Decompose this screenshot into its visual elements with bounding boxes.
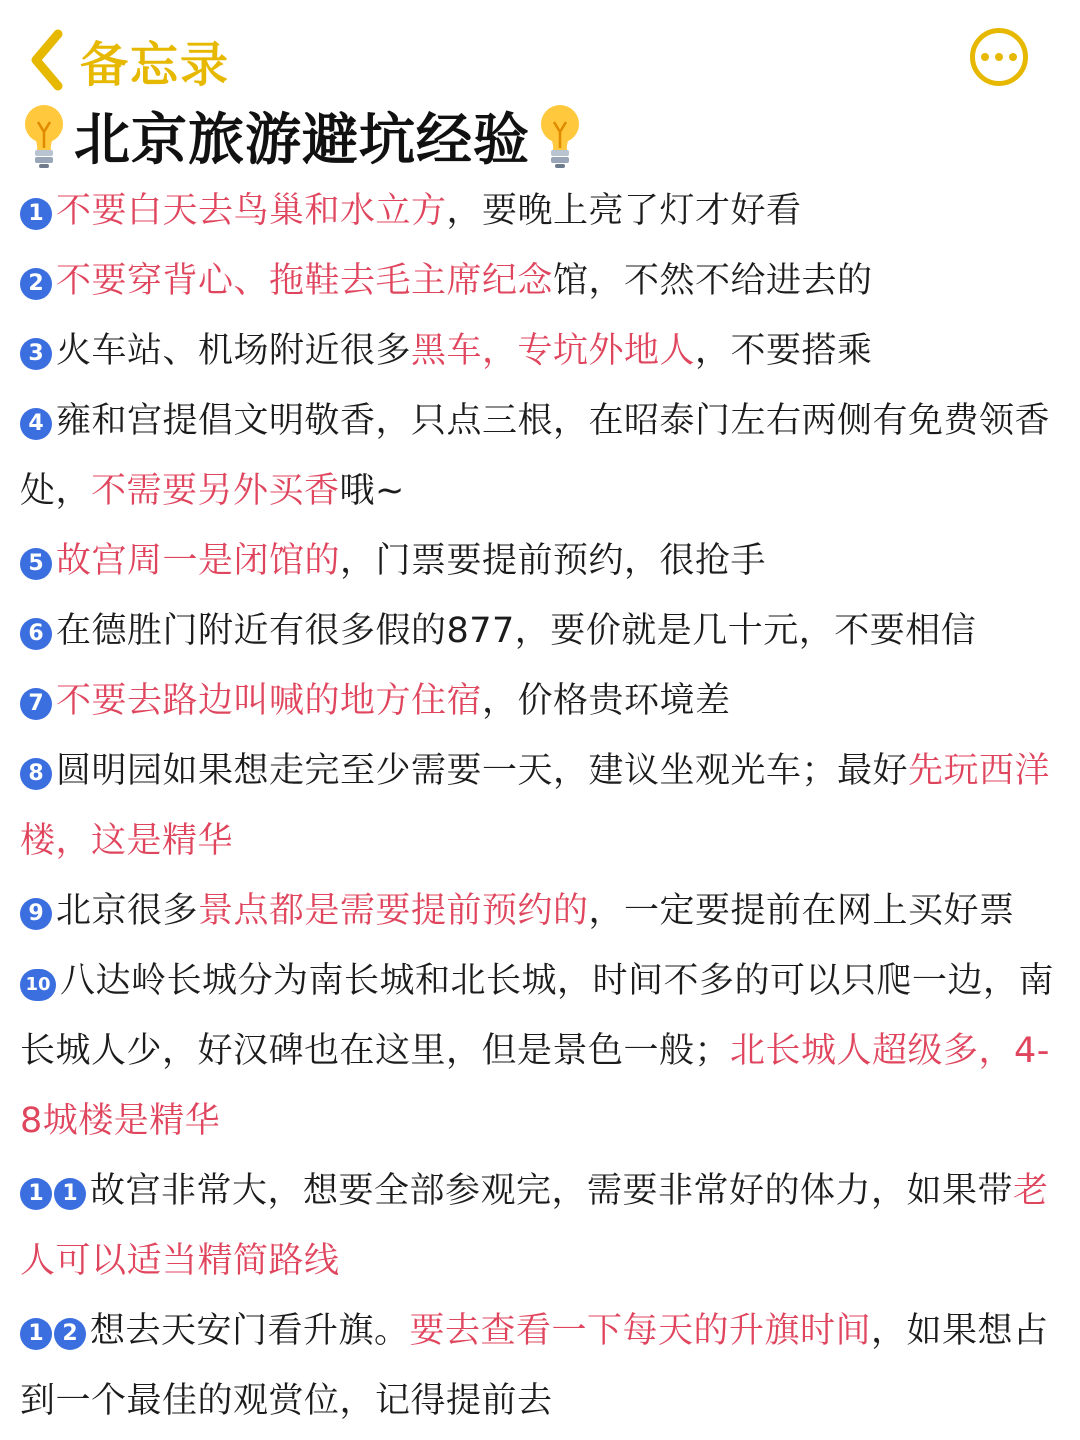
list-item: [20, 1296, 1060, 1436]
body-text: 故宫非常大，想要全部参观完，需要非常好的体力，如果带: [90, 1171, 1014, 1211]
list-item: [20, 666, 1060, 736]
number-badge-icon: 7: [20, 688, 52, 720]
ellipsis-dot-icon: [995, 53, 1003, 61]
list-item: [20, 946, 1060, 1156]
number-badge-icon: 6: [20, 618, 52, 650]
number-badge-icon: 1: [20, 1178, 52, 1210]
ellipsis-dot-icon: [981, 53, 989, 61]
lightbulb-icon: [20, 102, 68, 170]
body-text: 雍和宫提倡文明敬香，只点三根，在昭泰门左右两侧有免费领香处，: [20, 401, 1051, 511]
body-text: ，一定要提前在网上买好票: [588, 891, 1015, 931]
number-badge-icon: 1: [54, 1178, 86, 1210]
highlight-text: 不要穿背心、拖鞋去毛主席纪念: [56, 261, 554, 301]
body-text: ，如果想占到一个最佳的观赏位，记得提前去: [20, 1311, 1049, 1421]
highlight-text: 先玩西洋楼，这是精华: [20, 751, 1051, 861]
list-item: [20, 386, 1060, 526]
page-title-row: [20, 96, 584, 176]
body-text: ，门票要提前预约，很抢手: [340, 541, 767, 581]
highlight-text: 不要白天去鸟巢和水立方: [56, 191, 447, 231]
highlight-text: 故宫周一是闭馆的: [56, 541, 341, 581]
number-badge-icon: 1: [20, 198, 52, 230]
lightbulb-icon: [536, 102, 584, 170]
number-badge-icon: 9: [20, 898, 52, 930]
back-label: 备忘录: [80, 36, 231, 93]
highlight-text: 景点都是需要提前预约的: [198, 891, 589, 931]
highlight-text: 不要去路边叫喊的地方住宿: [56, 681, 483, 721]
body-text: 北京很多: [56, 891, 199, 931]
list-item: [20, 316, 1060, 386]
tips-list: [20, 176, 1060, 1436]
number-badge-icon: 3: [20, 338, 52, 370]
number-badge-icon: 2: [54, 1318, 86, 1350]
page-title: 北京旅游避坑经验: [74, 108, 530, 173]
chevron-left-icon: [26, 28, 66, 92]
number-badge-icon: 4: [20, 408, 52, 440]
list-item: [20, 1156, 1060, 1296]
nav-bar: [0, 0, 1080, 96]
list-item: [20, 736, 1060, 876]
back-button[interactable]: [26, 28, 230, 92]
more-options-button[interactable]: [970, 28, 1028, 86]
list-item: [20, 876, 1060, 946]
list-item: [20, 246, 1060, 316]
number-badge-icon: 1: [20, 1318, 52, 1350]
body-text: 馆，不然不给进去的: [553, 261, 873, 301]
number-badge-icon: 8: [20, 758, 52, 790]
body-text: ，不要搭乘: [695, 331, 873, 371]
body-text: 八达岭长城分为南长城和北长城，时间不多的可以只爬一边，南长城人少，好汉碑也在这里，但是景色一般；: [20, 961, 1055, 1071]
ellipsis-dot-icon: [1009, 53, 1017, 61]
highlight-text: 北长城人超级多，4-8城楼是精华: [20, 1031, 1050, 1141]
body-text: 火车站、机场附近很多: [56, 331, 412, 371]
body-text: 圆明园如果想走完至少需要一天，建议坐观光车；最好: [56, 751, 909, 791]
highlight-text: 要去查看一下每天的升旗时间: [409, 1311, 872, 1351]
body-text: ，价格贵环境差: [482, 681, 731, 721]
number-badge-icon: 5: [20, 548, 52, 580]
number-badge-icon: 2: [20, 268, 52, 300]
body-text: 想去天安门看升旗。: [90, 1311, 410, 1351]
number-badge-icon: 10: [20, 969, 56, 1001]
list-item: [20, 526, 1060, 596]
highlight-text: 老人可以适当精简路线: [20, 1171, 1049, 1281]
body-text: 在德胜门附近有很多假的877，要价就是几十元，不要相信: [56, 611, 977, 651]
body-text: 哦~: [339, 471, 405, 511]
body-text: ，要晚上亮了灯才好看: [446, 191, 802, 231]
list-item: [20, 596, 1060, 666]
list-item: [20, 176, 1060, 246]
highlight-text: 不需要另外买香: [91, 471, 340, 511]
highlight-text: 黑车，专坑外地人: [411, 331, 696, 371]
